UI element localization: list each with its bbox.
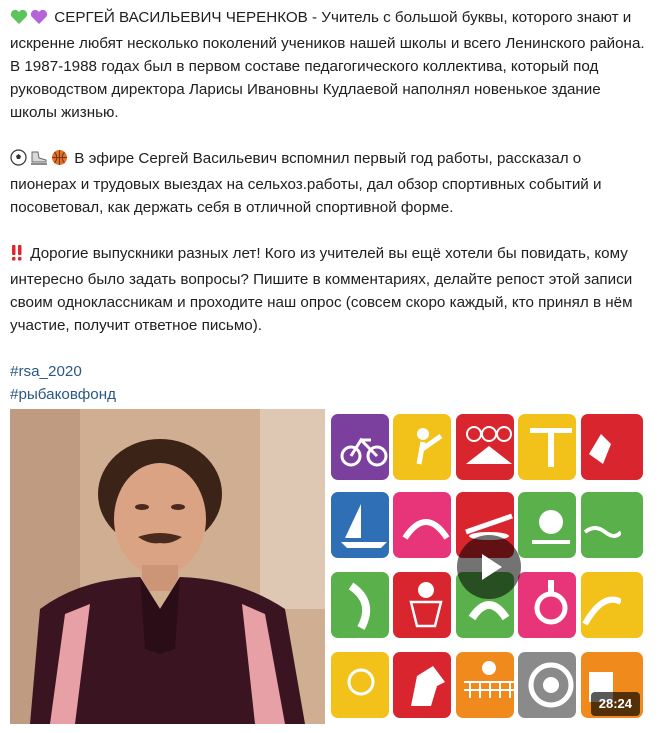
play-button[interactable] [457,535,521,599]
pictogram-horse-icon [393,652,451,718]
hashtag-rybakov-fond[interactable]: #рыбаковфонд [10,386,116,403]
pictogram-basketball-icon [393,572,451,638]
media-grid [10,409,648,724]
basketball-icon [51,149,68,173]
pictogram-cycling-icon [331,414,389,480]
pictogram-volleyball-net-icon [456,652,514,718]
video-duration: 28:24 [591,692,640,716]
purple-heart-icon [30,9,48,32]
pictogram-olympic-rings-icon [456,414,514,480]
paragraph-stream [10,147,650,219]
pictogram-fencing-icon [393,414,451,480]
skate-icon [29,149,49,173]
post-text [10,6,650,406]
pictogram-rings-icon [518,572,576,638]
video-player[interactable] [330,409,648,724]
pictogram-handball-icon [331,652,389,718]
green-heart-icon [10,9,28,32]
pictogram-swimming-icon [581,492,643,558]
paragraph-text: СЕРГЕЙ ВАСИЛЬЕВИЧ ЧЕРЕНКОВ - Учитель с большой буквы, которого знают и искренне любят несколько поколений учеников нашей школы и всего Ленинского района. В 1987-1988 годах был в первом составе педагогического коллектива, который под руководством директора Ларисы Ивановны Кудлаевой наполнял новенькое здание школы жизнью. [10,9,645,121]
pictogram-weightlifting-icon [518,414,576,480]
teacher-photo[interactable] [10,409,325,724]
paragraph-text: Дорогие выпускники разных лет! Кого из учителей вы ещё хотели бы повидать, кому интересно было задать вопросы? Пишите в комментариях, делайте репост этой записи своим одноклассникам и проходите наш опрос (совсем скоро каждый, кто принял в нём участие, получит ответное письмо). [10,245,633,334]
pictogram-shooting-target-icon [518,652,576,718]
hashtag-rsa-2020[interactable]: #rsa_2020 [10,363,82,380]
double-exclamation-icon [10,244,24,268]
pictogram-equestrian-icon [581,414,643,480]
pictogram-sailing-icon [331,492,389,558]
paragraph-intro [10,6,650,124]
pictogram-diving-icon [581,572,643,638]
teacher-portrait-illustration [10,409,325,724]
paragraph-call [10,242,650,337]
pictogram-volleyball-icon [518,492,576,558]
pictogram-running-icon [331,572,389,638]
hashtags [10,360,650,406]
paragraph-text: В эфире Сергей Васильевич вспомнил первый год работы, рассказал о пионерах и трудовых выездах на сельхоз.работы, дал обзор спортивных событий и посоветовал, как держать себя в отличной спортивной форме. [10,150,602,216]
soccer-ball-icon [10,149,27,173]
pictogram-gymnastics-icon [393,492,451,558]
